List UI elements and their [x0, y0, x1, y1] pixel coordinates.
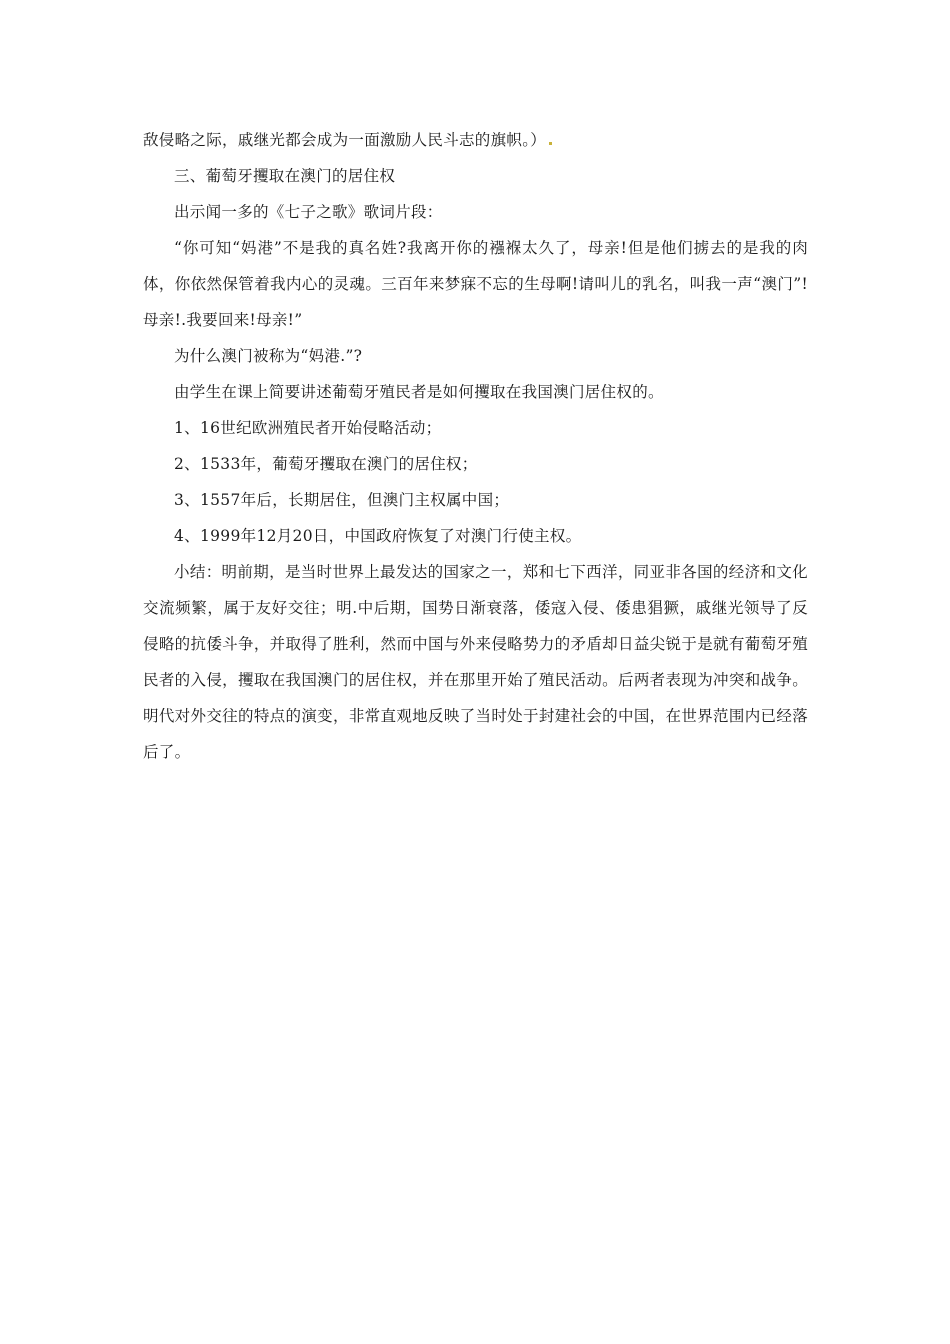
paragraph-continuation: 敌侵略之际，戚继光都会成为一面激励人民斗志的旗帜。） — [143, 122, 808, 158]
paragraph: 由学生在课上简要讲述葡萄牙殖民者是如何攫取在我国澳门居住权的。 — [174, 383, 664, 401]
list-item: 3、1557年后，长期居住，但澳门主权属中国； — [174, 491, 510, 509]
list-item: 1、16世纪欧洲殖民者开始侵略活动； — [174, 419, 442, 437]
paragraph: 出示闻一多的《七子之歌》歌词片段： — [174, 203, 443, 221]
summary-paragraph: 小结：明前期，是当时世界上最发达的国家之一，郑和七下西洋，同亚非各国的经济和文化交流频繁，属于友好交往；明.中后期，国势日渐衰落，倭寇入侵、倭患猖獗，戚继光领导了反侵略的抗倭斗争，并取得了胜利，然而中国与外来侵略势力的矛盾却日益尖锐于是就有葡萄牙殖民者的入侵，攫取在我国澳门的居住权，并在那里开始了殖民活动。后两者表现为冲突和战争。明代对外交往的特点的演变，非常直观地反映了当时处于封建社会的中国，在世界范围内已经落后了。 — [143, 563, 808, 761]
annotation-mark — [549, 142, 552, 145]
section-heading: 三、葡萄牙攫取在澳门的居住权 — [174, 167, 396, 185]
question: 为什么澳门被称为“妈港.”? — [174, 347, 363, 365]
list-item: 4、1999年12月20日，中国政府恢复了对澳门行使主权。 — [174, 527, 582, 545]
poem-quote: “你可知“妈港”不是我的真名姓?我离开你的襁褓太久了，母亲!但是他们掳去的是我的肉体，你依然保管着我内心的灵魂。三百年来梦寐不忘的生母啊!请叫儿的乳名，叫我一声“澳门”!母亲!.我要回来!母亲!” — [143, 239, 808, 329]
list-item: 2、1533年，葡萄牙攫取在澳门的居住权； — [174, 455, 478, 473]
document-body — [143, 122, 808, 770]
